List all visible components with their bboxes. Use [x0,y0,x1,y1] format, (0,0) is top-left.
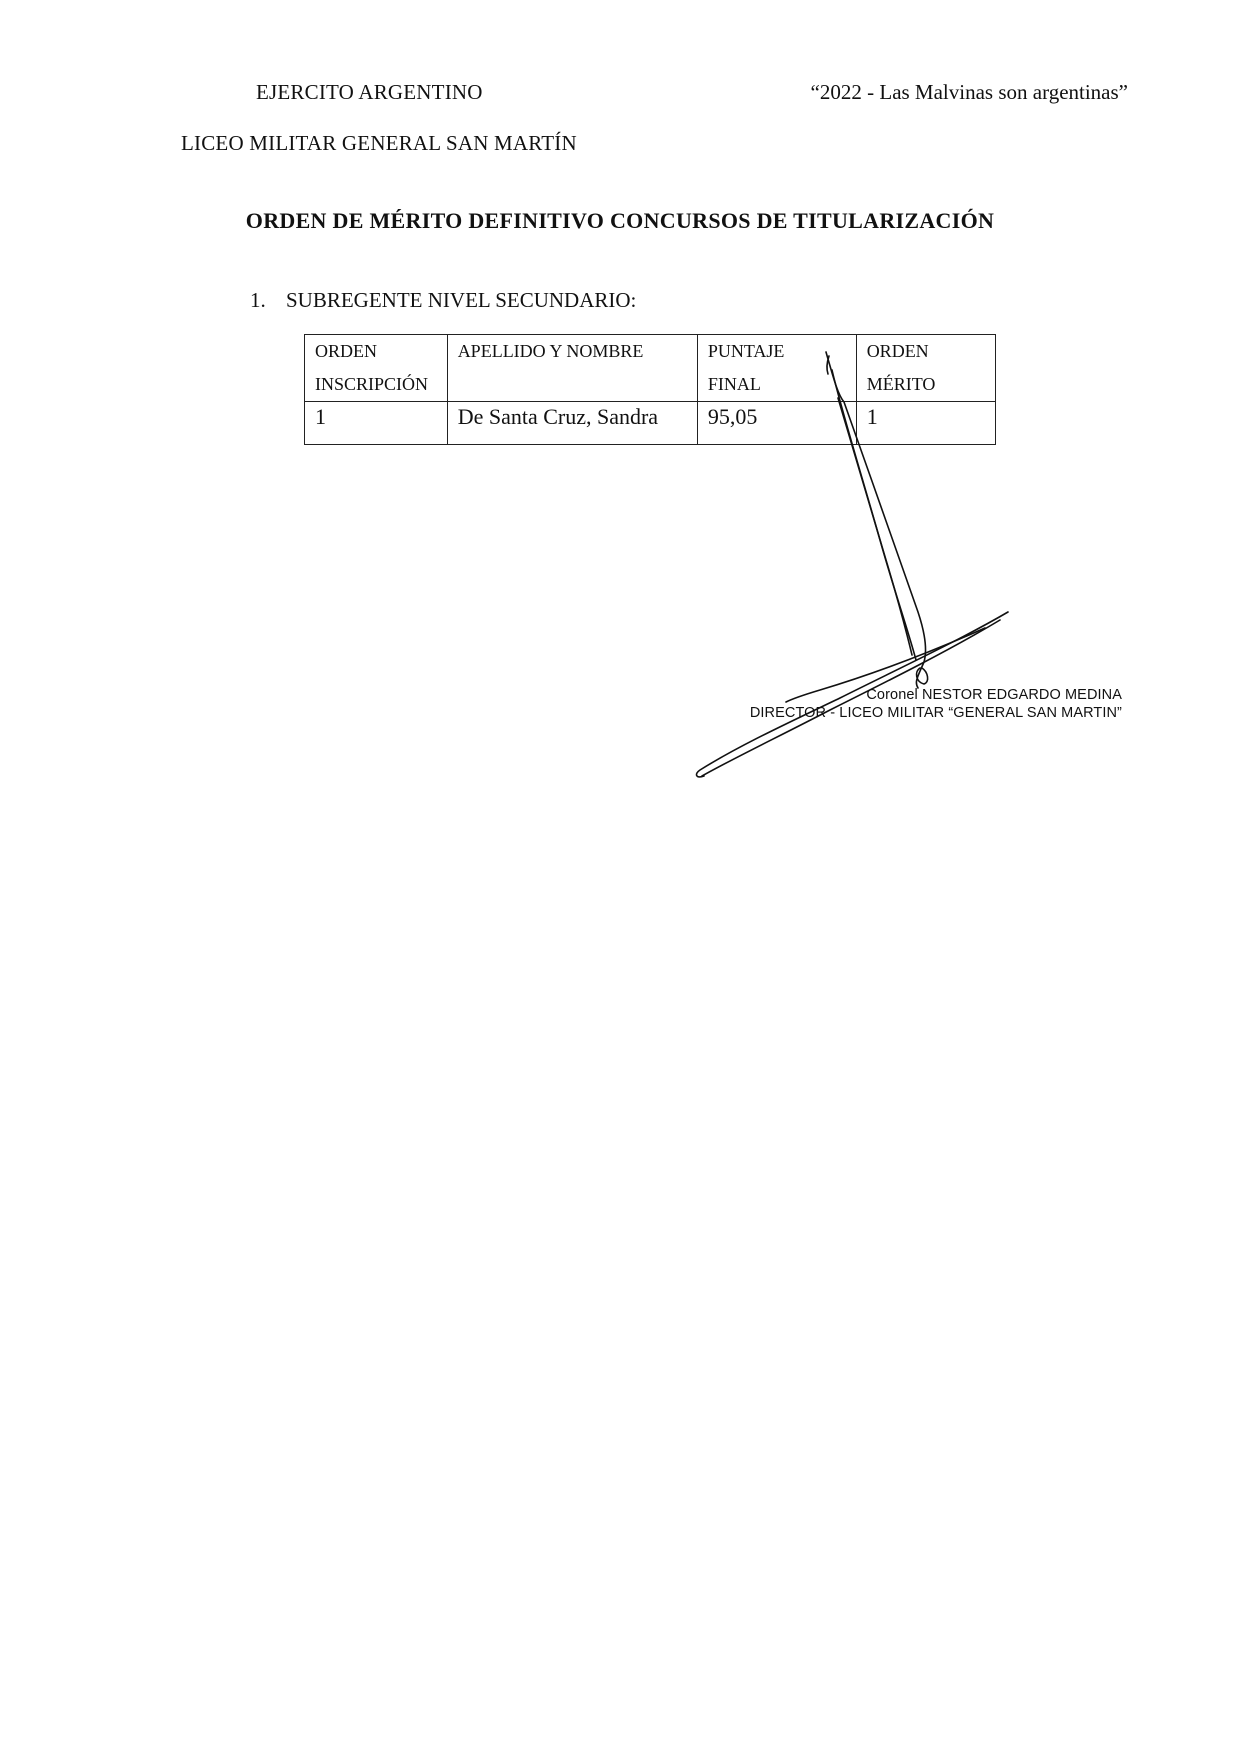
institution-header: EJERCITO ARGENTINO [256,80,483,104]
section-label: SUBREGENTE NIVEL SECUNDARIO: [286,288,637,312]
section-heading [250,288,636,313]
cell-orden-inscripcion: 1 [305,402,448,445]
document-title: ORDEN DE MÉRITO DEFINITIVO CONCURSOS DE TITULARIZACIÓN [245,208,995,233]
merit-table [304,334,996,445]
cell-puntaje-final: 95,05 [697,402,856,445]
cell-orden-merito: 1 [856,402,995,445]
signature-block [750,686,1122,722]
header-apellido-nombre: APELLIDO Y NOMBRE [447,335,697,402]
table-row [305,402,996,445]
signer-title: DIRECTOR - LICEO MILITAR “GENERAL SAN MARTIN” [749,705,1122,721]
cell-nombre: De Santa Cruz, Sandra [447,402,697,445]
header-orden-inscripcion: ORDEN INSCRIPCIÓN [305,335,448,402]
header-puntaje-final: PUNTAJE FINAL [697,335,856,402]
year-motto: “2022 - Las Malvinas son argentinas” [810,80,1128,104]
school-header: LICEO MILITAR GENERAL SAN MARTÍN [181,131,577,155]
signer-name: Coronel NESTOR EDGARDO MEDINA [866,687,1122,703]
section-number: 1. [250,288,266,312]
header-orden-merito: ORDEN MÉRITO [856,335,995,402]
table-header-row [305,335,996,402]
